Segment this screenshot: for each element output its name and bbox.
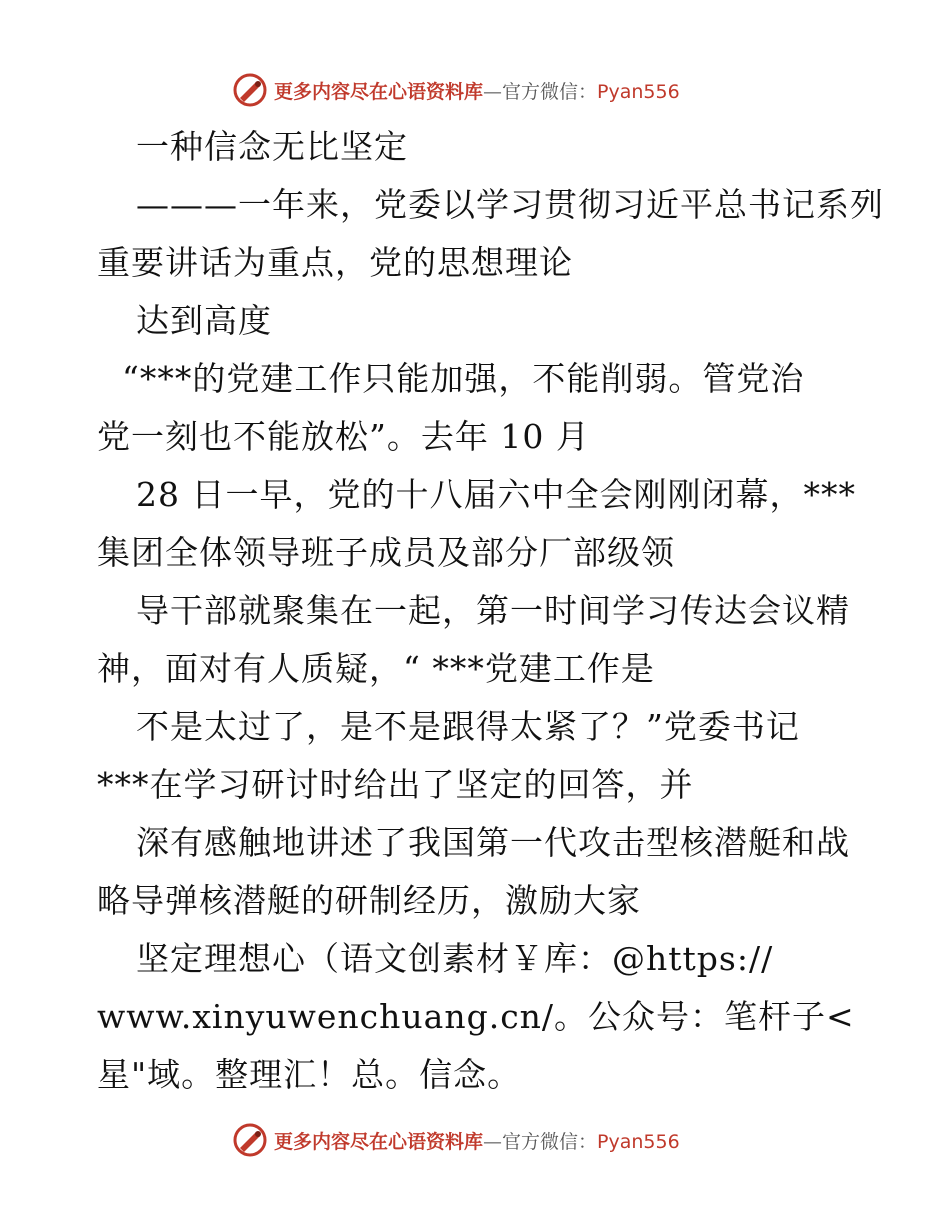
text-line: 集团全体领导班子成员及部分厂部级领 xyxy=(97,533,675,572)
text-line: 重要讲话为重点，党的思想理论 xyxy=(97,243,573,282)
text-line: 导干部就聚集在一起，第一时间学习传达会议精 xyxy=(136,591,850,630)
header-separator: — xyxy=(483,80,503,103)
header-wechat-label: 官方微信： xyxy=(502,80,598,103)
text-line: 一种信念无比坚定 xyxy=(136,127,408,166)
footer-banner-text xyxy=(274,1127,680,1154)
footer-site-text: 更多内容尽在心语资料库 xyxy=(274,1130,484,1153)
text-line: 不是太过了，是不是跟得太紧了？”党委书记 xyxy=(136,707,800,746)
header-banner xyxy=(232,70,752,110)
text-line: 深有感触地讲述了我国第一代攻击型核潜艇和战 xyxy=(136,823,850,862)
footer-separator: — xyxy=(483,1130,503,1153)
text-line: ———一年来，党委以学习贯彻习近平总书记系列 xyxy=(136,185,884,224)
header-banner-text xyxy=(274,77,680,104)
header-wechat-id: Pyan556 xyxy=(597,80,680,103)
text-line: 达到高度 xyxy=(136,301,272,340)
text-line: 坚定理想心（语文创素材￥库：@https:// xyxy=(136,939,774,978)
pen-logo-icon xyxy=(232,1122,268,1158)
text-line: “***的党建工作只能加强，不能削弱。管党治 xyxy=(122,359,805,398)
pen-logo-icon xyxy=(232,72,268,108)
text-line: ***在学习研讨时给出了坚定的回答，并 xyxy=(97,765,694,804)
footer-wechat-label: 官方微信： xyxy=(502,1130,598,1153)
text-line: www.xinyuwenchuang.cn/。公众号：笔杆子< xyxy=(97,997,855,1036)
footer-banner xyxy=(232,1120,752,1160)
text-line: 略导弹核潜艇的研制经历，激励大家 xyxy=(97,881,641,920)
header-site-text: 更多内容尽在心语资料库 xyxy=(274,80,484,103)
text-line: 神，面对有人质疑，“ ***党建工作是 xyxy=(97,649,655,688)
footer-wechat-id: Pyan556 xyxy=(597,1130,680,1153)
text-line: 党一刻也不能放松”。去年 10 月 xyxy=(97,417,590,456)
text-line: 28 日一早，党的十八届六中全会刚刚闭幕，*** xyxy=(136,475,856,514)
text-line: 星"域。整理汇！总。信念。 xyxy=(97,1055,522,1094)
